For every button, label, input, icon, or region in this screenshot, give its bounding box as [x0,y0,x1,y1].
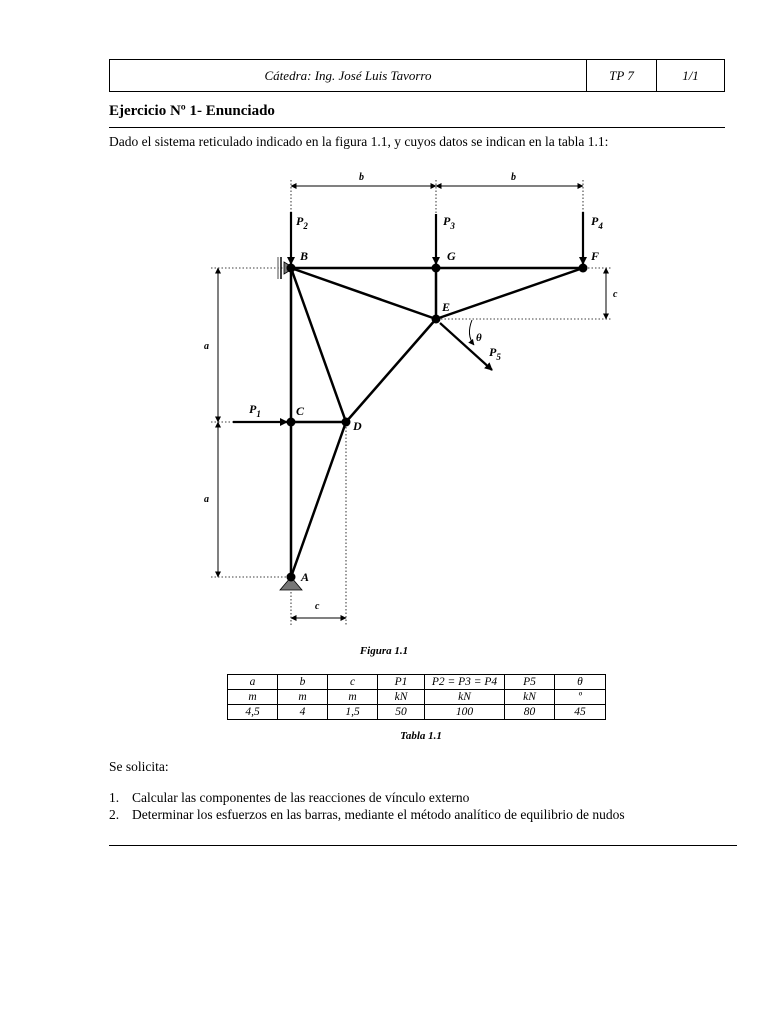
node-f [579,264,588,273]
member-bd [291,268,346,422]
header-catedra: Cátedra: Ing. José Luis Tavorro [110,60,587,91]
table-cell: m [278,690,328,705]
node-label-g: G [447,249,456,263]
list-number: 1. [109,790,120,805]
intro-text: Dado el sistema reticulado indicado en la figura 1.1, y cuyos datos se indican en la tabla 1.1: [109,134,609,149]
dim-label-a1: a [204,341,209,352]
dimension-lines [218,186,606,618]
list-text: Determinar los esfuerzos en las barras, mediante el método analítico de equilibrio de nudos [132,807,625,822]
node-label-a: A [301,570,310,584]
load-arrows [233,212,583,422]
bottom-divider [109,845,737,846]
node-b [287,264,296,273]
node-label-d: D [353,419,362,433]
dim-label-b2: b [511,172,516,183]
list-item [109,806,625,823]
member-ad [291,422,346,577]
table-cell: a [228,675,278,690]
table-cell: 100 [425,705,505,720]
member-de [346,319,436,422]
data-table [227,674,606,720]
table-cell: 80 [505,705,555,720]
exercise-title: Ejercicio Nº 1- Enunciado [109,103,275,119]
node-a [287,573,296,582]
table-cell: kN [425,690,505,705]
table-cell: kN [505,690,555,705]
load-label-p5: $P_5$ [489,345,501,362]
node-c [287,418,296,427]
load-label-p3: $P_3$ [443,214,455,231]
list-text: Calcular las componentes de las reacciones de vínculo externo [132,790,470,805]
table-cell: θ [555,675,606,690]
table-cell: 1,5 [328,705,378,720]
load-label-p1: $P_1$ [249,402,261,419]
table-cell: P2 = P3 = P4 [425,675,505,690]
table-cell: P5 [505,675,555,690]
dim-label-c-bottom: c [315,601,320,612]
table-cell: º [555,690,606,705]
node-label-b: B [300,249,309,263]
table-cell: b [278,675,328,690]
table-cell: c [328,675,378,690]
theta-arc [469,320,474,345]
truss-members [291,268,583,577]
extension-lines [211,180,612,625]
dim-label-b1: b [359,172,364,183]
table-cell: kN [378,690,425,705]
member-be [291,268,436,319]
dim-label-a2: a [204,494,209,505]
table-cell: m [328,690,378,705]
request-heading: Se solicita: [109,759,169,774]
table-cell: 4 [278,705,328,720]
table-header-row [228,675,606,690]
node-label-c: C [296,404,305,418]
list-item [109,789,625,806]
task-list [109,789,625,823]
load-label-p4: $P_4$ [591,214,603,231]
load-label-p2: $P_2$ [296,214,308,231]
header-page: 1/1 [682,67,699,83]
node-d [342,418,351,427]
node-e [432,315,441,324]
table-cell: 4,5 [228,705,278,720]
table-cell: P1 [378,675,425,690]
header-tp: TP 7 [587,60,657,91]
table-cell: 50 [378,705,425,720]
list-number: 2. [109,807,120,822]
table-units-row [228,690,606,705]
table-cell: m [228,690,278,705]
angle-label-theta: θ [476,332,482,344]
table-values-row [228,705,606,720]
node-g [432,264,441,273]
member-fe [436,268,583,319]
table-caption: Tabla 1.1 [400,730,442,742]
node-label-f: F [591,249,600,263]
figure-caption: Figura 1.1 [359,645,409,657]
dim-label-c-right: c [613,289,618,300]
load-p5-arrow [440,323,492,370]
table-cell: 45 [555,705,606,720]
node-label-e: E [442,300,451,314]
